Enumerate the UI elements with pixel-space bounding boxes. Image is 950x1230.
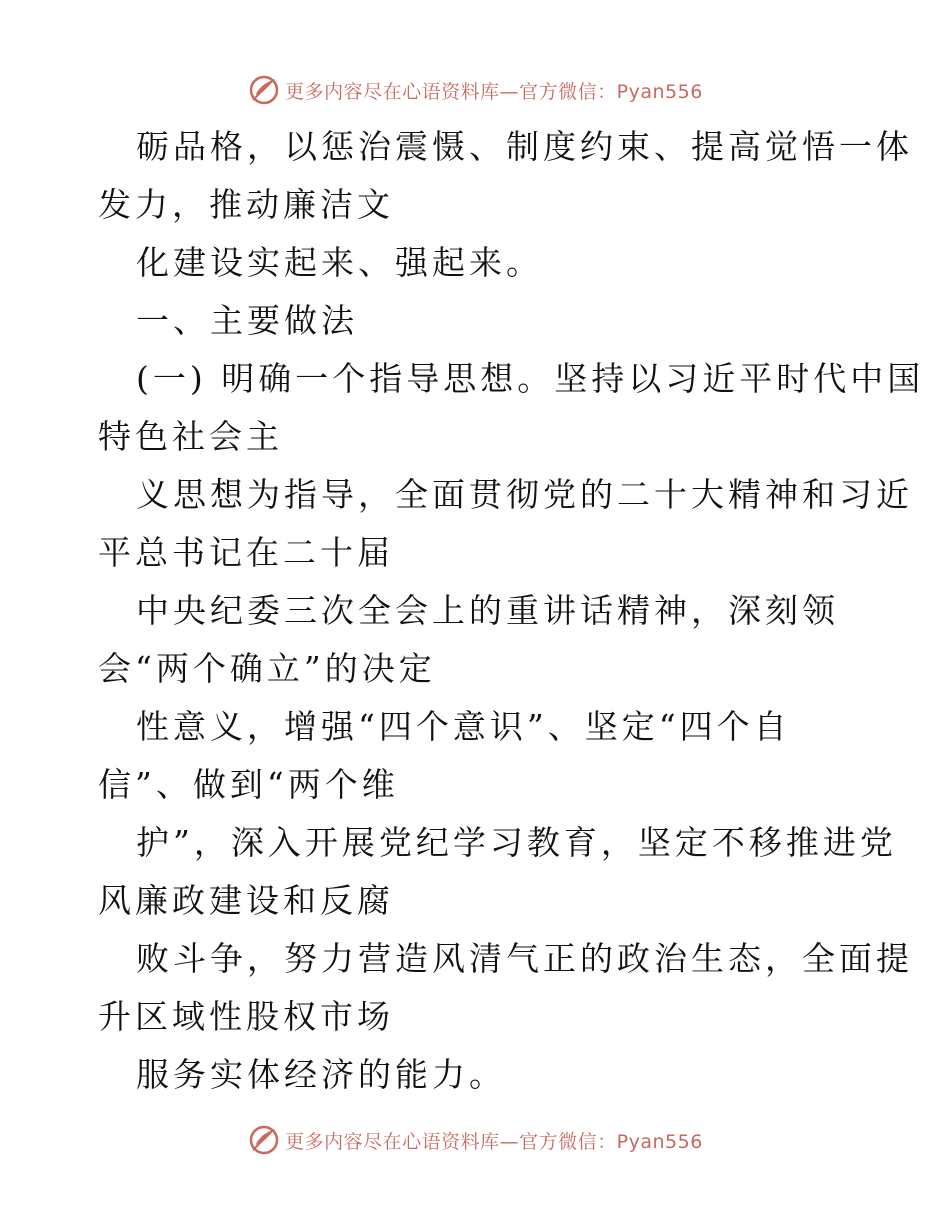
- document-body: [98, 118, 925, 1104]
- paragraph-line: 会“两个确立”的决定: [98, 649, 436, 688]
- paragraph-line: 护”，深入开展党纪学习教育，坚定不移推进党: [136, 823, 897, 862]
- paragraph-line: 平总书记在二十届: [98, 533, 394, 572]
- paragraph-line: 风廉政建设和反腐: [98, 881, 394, 920]
- paragraph-line: 服务实体经济的能力。: [136, 1055, 506, 1094]
- brand-logo-icon: [247, 73, 281, 107]
- paragraph-line: 砺品格，以惩治震慑、制度约束、提高觉悟一体: [136, 127, 913, 166]
- section-heading: 一、主要做法: [136, 301, 358, 340]
- watermark-text: 更多内容尽在心语资料库—官方微信：Pyan556: [285, 1130, 703, 1153]
- header-watermark: [0, 70, 950, 110]
- subsection-heading-line: (一) 明确一个指导思想。坚持以习近平时代中国: [136, 359, 925, 398]
- brand-logo-icon: [247, 1123, 281, 1157]
- paragraph-line: 信”、做到“两个维: [98, 765, 399, 804]
- paragraph-line: 特色社会主: [98, 417, 283, 456]
- footer-watermark: [0, 1120, 950, 1160]
- paragraph-line: 义思想为指导，全面贯彻党的二十大精神和习近: [136, 475, 913, 514]
- paragraph-line: 中央纪委三次全会上的重讲话精神，深刻领: [136, 591, 839, 630]
- paragraph-line: 化建设实起来、强起来。: [136, 243, 543, 282]
- paragraph-line: 升区域性股权市场: [98, 997, 394, 1036]
- paragraph-line: 败斗争，努力营造风清气正的政治生态，全面提: [136, 939, 913, 978]
- paragraph-line: 发力，推动廉洁文: [98, 185, 394, 224]
- watermark-text: 更多内容尽在心语资料库—官方微信：Pyan556: [285, 80, 703, 103]
- paragraph-line: 性意义，增强“四个意识”、坚定“四个自: [136, 707, 791, 746]
